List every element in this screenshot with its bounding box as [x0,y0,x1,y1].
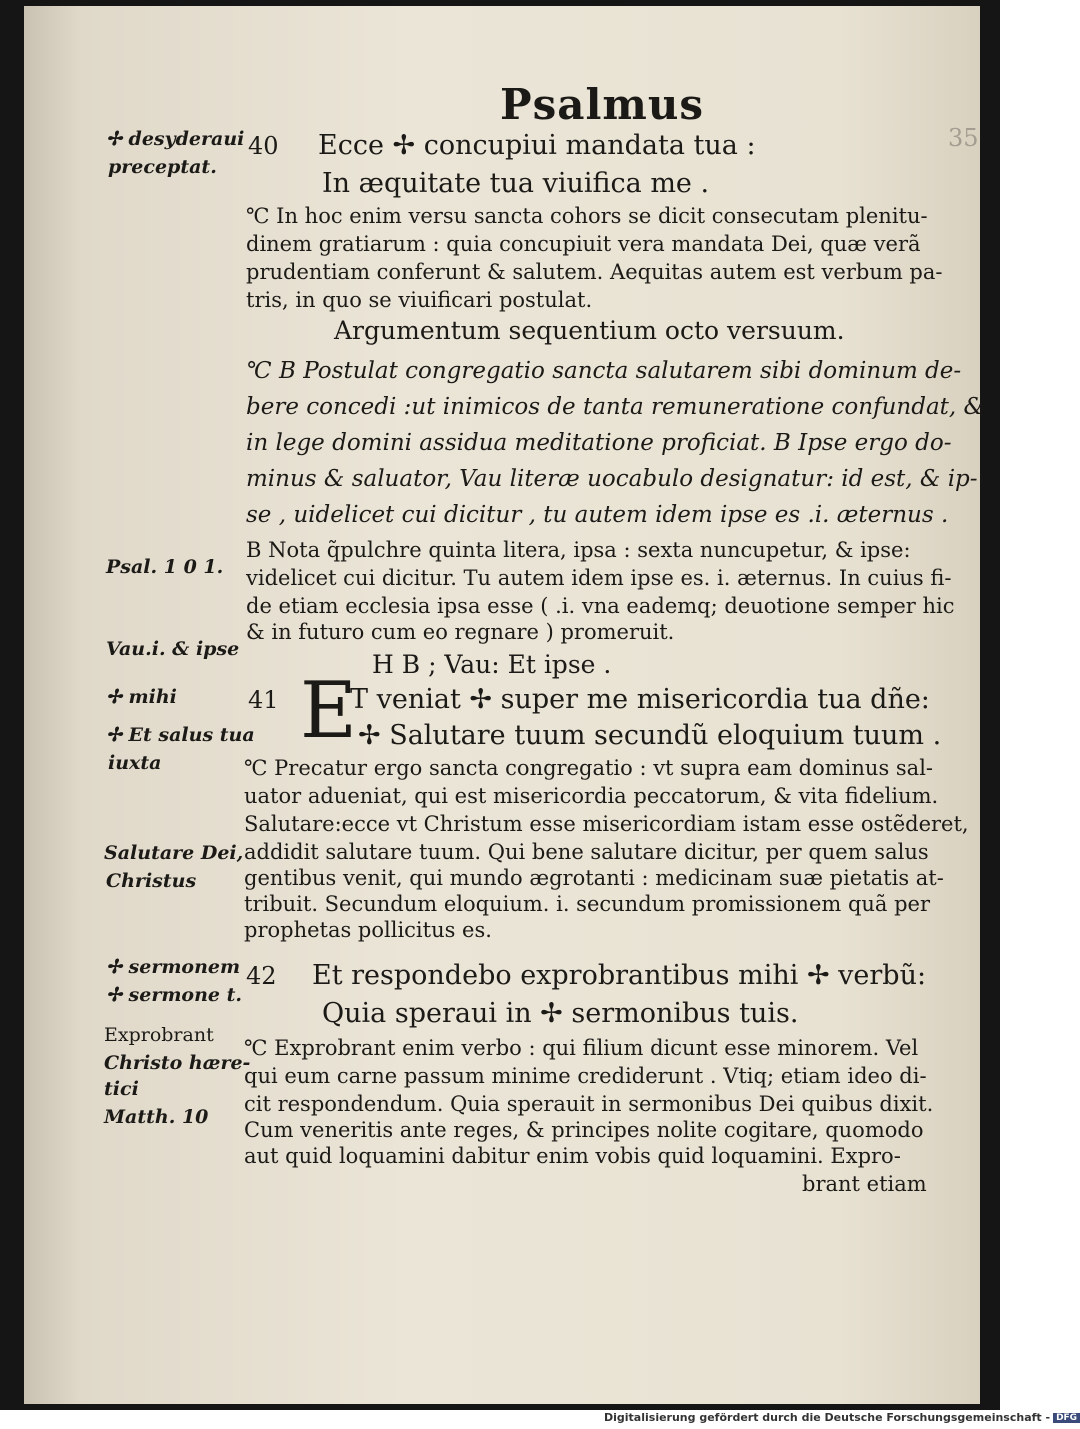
margin-note: Christus [106,870,197,892]
argument-title: Argumentum sequentium octo versuum. [334,316,845,345]
margin-note: ✢ desyderaui [106,128,245,150]
verse-line: Ecce ✢ concupiui mandata tua : [318,130,756,161]
drop-cap: E [300,666,357,756]
verse-line: In æquitate tua viuifica me . [322,168,710,199]
argument-line: se , uidelicet cui dicitur , tu autem idem ipse es .i. æternus . [246,502,949,528]
margin-note: ✢ Et salus tua [106,724,255,746]
digitization-credit [604,1411,1080,1424]
margin-note: Vau.i. & ipse [106,638,240,660]
verse-number: 40 [248,132,279,160]
running-header: Psalmus [500,80,705,129]
argument-line: bere concedi :ut inimicos de tanta remuneratione confundat, & [246,394,984,420]
margin-note: Salutare Dei, [104,842,244,864]
margin-note: Exprobrant [104,1024,214,1046]
commentary-line: Salutare:ecce vt Christum esse misericordiam istam esse ostẽderet, [244,812,969,836]
commentary-line: ℃ Exprobrant enim verbo : qui filium dicunt esse minorem. Vel [244,1036,919,1060]
facing-page-bleed [948,120,998,1220]
margin-note: Christo hære- [104,1052,251,1074]
facing-page-number: 35 [948,124,979,152]
verse-number: 42 [246,962,277,990]
margin-note: ✢ sermonem [106,956,241,978]
commentary-line: prophetas pollicitus es. [244,918,492,942]
commentary-line: qui eum carne passum minime crediderunt . Vtiq; etiam ideo di- [244,1064,927,1088]
commentary-line: ℃ Precatur ergo sancta congregatio : vt supra eam dominus sal- [244,756,934,780]
nota-line: B Nota q̃pulchre quinta litera, ipsa : sexta nuncupetur, & ipse: [246,538,911,562]
argument-line: minus & saluator, Vau literæ uocabulo designatur: id est, & ip- [246,466,978,492]
commentary-line: cit respondendum. Quia sperauit in sermonibus Dei quibus dixit. [244,1092,934,1116]
margin-note: ✢ mihi [106,686,177,708]
margin-note: Psal. 1 0 1. [106,556,224,578]
commentary-line: prudentiam conferunt & salutem. Aequitas autem est verbum pa- [246,260,943,284]
nota-line: de etiam ecclesia ipsa esse ( .i. vna eademq; deuotione semper hic [246,594,955,618]
margin-note: tici [104,1078,139,1100]
verse-line: ✢ Salutare tuum secundũ eloquium tuum . [358,720,942,751]
nota-line: videlicet cui dicitur. Tu autem idem ipse es. i. æternus. In cuius fi- [246,566,952,590]
margin-note: preceptat. [108,156,217,178]
commentary-line: tribuit. Secundum eloquium. i. secundum promissionem quã per [244,892,931,916]
margin-note: iuxta [108,752,162,774]
argument-line: ℃ B Postulat congregatio sancta salutarem sibi dominum de- [246,358,962,384]
nota-line: & in futuro cum eo regnare ) promeruit. [246,620,675,644]
commentary-line: ℃ In hoc enim versu sancta cohors se dicit consecutam plenitu- [246,204,928,228]
verse-line: T veniat ✢ super me misericordia tua dñe: [350,684,930,715]
commentary-line: aut quid loquamini dabitur enim vobis quid loquamini. Expro- [244,1144,901,1168]
commentary-line: gentibus venit, qui mundo ægrotanti : medicinam suæ pietatis at- [244,866,944,890]
dfg-logo: DFG [1053,1413,1080,1423]
commentary-line: dinem gratiarum : quia concupiuit vera mandata Dei, quæ verã [246,232,921,256]
verse-number: 41 [248,686,279,714]
argument-line: in lege domini assidua meditatione proficiat. B Ipse ergo do- [246,430,952,456]
commentary-line: addidit salutare tuum. Qui bene salutare dicitur, per quem salus [244,840,929,864]
credit-text: Digitalisierung gefördert durch die Deutsche Forschungsgemeinschaft - [604,1411,1051,1424]
hebrew-letter-heading: H B ; Vau: Et ipse . [372,650,612,679]
margin-note: ✢ sermone t. [106,984,243,1006]
verse-line: Et respondebo exprobrantibus mihi ✢ verbũ: [312,960,927,991]
verse-line: Quia speraui in ✢ sermonibus tuis. [322,998,799,1029]
commentary-line: uator adueniat, qui est misericordia peccatorum, & vita fidelium. [244,784,939,808]
commentary-line: tris, in quo se viuificari postulat. [246,288,593,312]
margin-note: Matth. 10 [104,1106,209,1128]
commentary-line: Cum veneritis ante reges, & principes nolite cogitare, quomodo [244,1118,924,1142]
catchword: brant etiam [802,1172,927,1196]
